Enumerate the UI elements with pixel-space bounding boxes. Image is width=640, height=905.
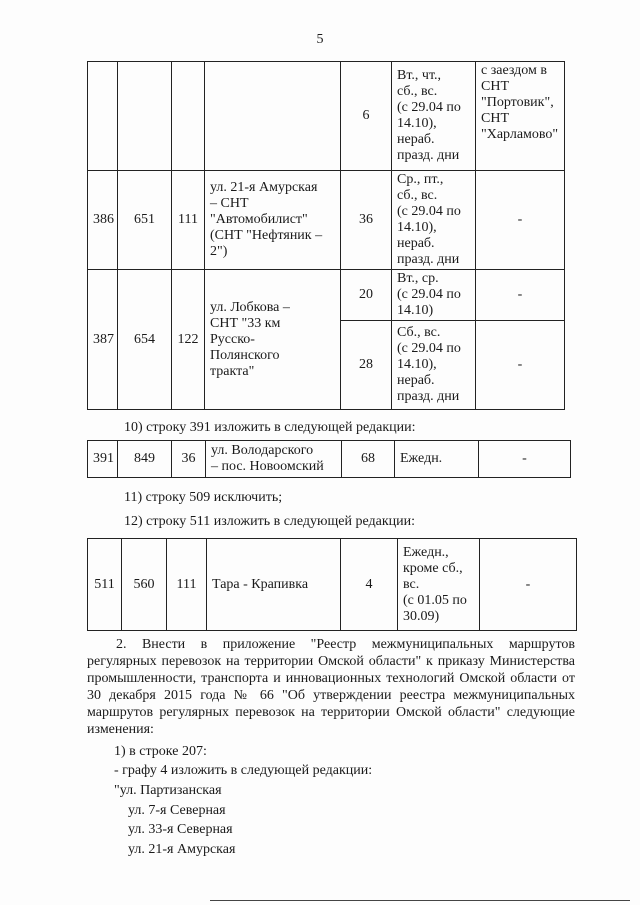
table-cell: Сб., вс. (с 29.04 по 14.10), нераб. празд. дни <box>392 321 476 410</box>
routes-table-391 <box>87 440 571 478</box>
table-cell: 387 <box>88 270 118 410</box>
street-line: ул. 33-я Северная <box>128 822 233 837</box>
amendment-item-11: 11) строку 509 исключить; <box>124 490 283 505</box>
table-cell: - <box>476 270 565 321</box>
routes-table-511 <box>87 538 577 631</box>
table-cell <box>118 62 172 171</box>
table-cell: 20 <box>341 270 392 321</box>
street-line: ул. 7-я Северная <box>128 803 226 818</box>
table-cell: - <box>480 539 577 631</box>
table-cell: 36 <box>172 441 206 478</box>
table-cell: - <box>479 441 571 478</box>
table-cell: - <box>476 171 565 270</box>
table-cell: 4 <box>341 539 398 631</box>
table-cell: Вт., ср. (с 29.04 по 14.10) <box>392 270 476 321</box>
table-cell: Ежедн., кроме сб., вс. (с 01.05 по 30.09) <box>398 539 480 631</box>
table-cell: 36 <box>341 171 392 270</box>
table-cell <box>88 62 118 171</box>
street-line: ул. 21-я Амурская <box>128 842 236 857</box>
table-cell: 28 <box>341 321 392 410</box>
bottom-rule <box>210 900 630 901</box>
table-row <box>88 270 565 321</box>
table-cell: 654 <box>118 270 172 410</box>
table-cell: 560 <box>122 539 167 631</box>
table-cell: Вт., чт., сб., вс. (с 29.04 по 14.10), нераб. празд. дни <box>392 62 476 171</box>
page-number: 5 <box>316 32 324 47</box>
table-row <box>88 441 571 478</box>
paragraph-2: 2. Внести в приложение "Реестр межмуниципальных маршрутов регулярных перевозок на территории Омской области" к приказу Министерства промышленности, транспорта и инновационных технологий Омской области от 30 декабря 2015 года № 66 "Об утверждении реестра межмуниципальных маршрутов регулярных перевозок на территории Омской области" следующие изменения: <box>87 637 575 737</box>
table-cell: 111 <box>167 539 207 631</box>
table-cell: 386 <box>88 171 118 270</box>
amendment-item-10: 10) строку 391 изложить в следующей редакции: <box>124 420 416 435</box>
sub-item-graph: - графу 4 изложить в следующей редакции: <box>114 763 373 778</box>
table-cell: 111 <box>172 171 205 270</box>
amendment-item-12: 12) строку 511 изложить в следующей редакции: <box>124 514 416 529</box>
table-row <box>88 62 565 171</box>
table-cell: ул. Лобкова – СНТ "33 км Русско- Полянского тракта" <box>205 270 341 410</box>
routes-table-top <box>87 61 565 410</box>
table-cell: 391 <box>88 441 118 478</box>
table-cell: 849 <box>118 441 172 478</box>
table-cell: 68 <box>342 441 395 478</box>
table-cell <box>205 62 341 171</box>
table-cell: Тара - Крапивка <box>207 539 341 631</box>
table-cell: Ежедн. <box>395 441 479 478</box>
table-cell: ул. Володарского – пос. Новоомский <box>206 441 342 478</box>
street-line: "ул. Партизанская <box>114 783 222 798</box>
table-cell: Ср., пт., сб., вс. (с 29.04 по 14.10), нераб. празд. дни <box>392 171 476 270</box>
table-cell: 122 <box>172 270 205 410</box>
table-cell: 651 <box>118 171 172 270</box>
table-cell <box>172 62 205 171</box>
table-row <box>88 539 577 631</box>
table-cell: с заездом в СНТ "Портовик", СНТ "Харламово" <box>476 62 565 171</box>
table-cell: 511 <box>88 539 122 631</box>
table-row <box>88 171 565 270</box>
table-cell: ул. 21-я Амурская – СНТ "Автомобилист" (СНТ "Нефтяник – 2") <box>205 171 341 270</box>
table-cell: - <box>476 321 565 410</box>
table-cell: 6 <box>341 62 392 171</box>
sub-item-1: 1) в строке 207: <box>114 744 207 759</box>
